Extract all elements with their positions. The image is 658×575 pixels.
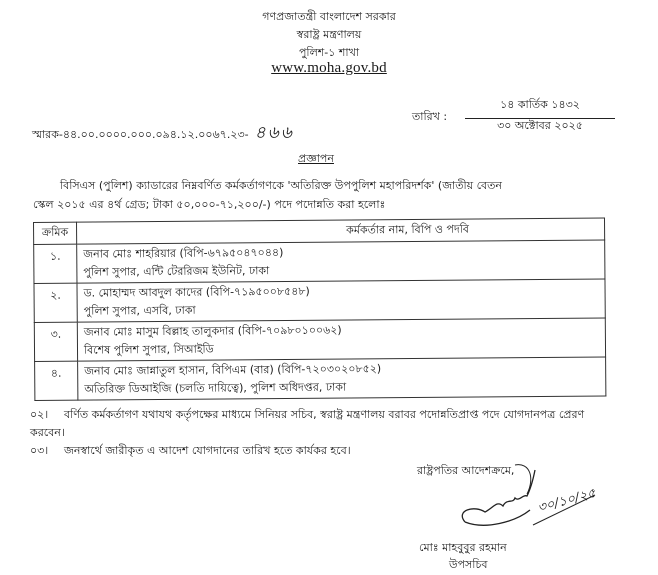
memo-reference — [32, 120, 294, 148]
date-bangla: ১৪ কার্তিক ১৪৩২ — [465, 96, 615, 119]
ministry-name: স্বরাষ্ট্র মন্ত্রণালয় — [296, 28, 362, 41]
table-row — [35, 357, 606, 400]
row-serial: ২. — [34, 283, 77, 322]
row-serial: ৪. — [35, 361, 78, 400]
memo-label: স্মারক-৪৪.০০.০০০০.০০০.০৯৪.১২.০০৬৭.২৩- — [32, 128, 249, 141]
note-number: ০২। — [30, 408, 49, 421]
officer-name: জনাব মোঃ শাহরিয়ার (বিপি-৬৭৯৫০৪৭০৪৪) — [83, 246, 284, 261]
handwritten-signature-icon — [455, 460, 605, 540]
branch-name: পুলিশ-১ শাখা — [298, 46, 360, 59]
note-02 — [30, 406, 584, 425]
row-serial: ৩. — [34, 322, 77, 361]
signatory-designation: উপসচিব — [449, 558, 488, 571]
officer-designation: পুলিশ সুপার, এসবি, ঢাকা — [83, 303, 196, 318]
intro-line-2: স্কেল ২০১৫ এর ৪র্থ গ্রেড; টাকা ৫০,০০০-৭১,২০০/-) পদে পদোন্নতি করা হলোঃ — [33, 198, 386, 211]
row-info — [77, 318, 605, 361]
row-info — [77, 240, 605, 283]
officers-table — [33, 218, 606, 401]
header-serial: ক্রমিক — [34, 222, 77, 244]
officer-designation: বিশেষ পুলিশ সুপার, সিআইডি — [83, 342, 214, 357]
document-title: প্রজ্ঞাপন — [298, 152, 334, 165]
note-text: বর্ণিত কর্মকর্তাগণ যথাযথ কর্তৃপক্ষের মাধ্যমে সিনিয়র সচিব, স্বরাষ্ট্র মন্ত্রণালয় বরাবর পদোন্নতিপ্রাপ্ত পদে যোগদানপত্র প্রেরণ — [64, 408, 585, 421]
signatory-name: মোঃ মাহবুবুর রহমান — [419, 541, 507, 554]
website-link[interactable]: www.moha.gov.bd — [271, 60, 387, 76]
note-text: জনস্বার্থে জারীকৃত এ আদেশ যোগদানের তারিখ হতে কার্যকর হবে। — [64, 444, 351, 457]
table-row — [34, 240, 605, 283]
officer-designation: অতিরিক্ত ডিআইজি (চলতি দায়িত্বে), পুলিশ অধিদপ্তর, ঢাকা — [84, 380, 347, 396]
memo-handwritten-number: ৪৬৬ — [254, 123, 294, 143]
officer-name: জনাব মোঃ মাসুম বিল্লাহ তালুকদার (বিপি-৭০৯৮০১০০৬২) — [83, 323, 342, 339]
signature-order-text: রাষ্ট্রপতির আদেশক্রমে, — [417, 464, 515, 477]
note-03 — [30, 442, 351, 461]
header-officer-info: কর্মকর্তার নাম, বিপি ও পদবি — [77, 218, 605, 244]
note-02-continued: করবেন। — [30, 426, 65, 439]
note-number: ০৩। — [30, 444, 49, 457]
row-serial: ১. — [34, 244, 77, 283]
date-english: ৩০ অক্টোবর ২০২৫ — [497, 119, 583, 132]
government-name: গণপ্রজাতন্ত্রী বাংলাদেশ সরকার — [262, 10, 396, 23]
row-info — [77, 279, 605, 322]
table-row — [34, 318, 605, 361]
row-info — [78, 357, 606, 400]
date-label: তারিখ : — [412, 110, 448, 123]
officer-name: ড. মোহাম্মদ আবদুল কাদের (বিপি-৭১৯৫০০৮৫৪৮) — [83, 284, 310, 300]
officer-name: জনাব মোঃ জান্নাতুল হাসান, বিপিএম (বার) (বিপি-৭২০৩০২০৮৫২) — [84, 362, 382, 378]
officer-designation: পুলিশ সুপার, এন্টি টেররিজম ইউনিট, ঢাকা — [83, 264, 270, 279]
svg-text:৩০/১০/২৫: ৩০/১০/২৫ — [536, 485, 598, 516]
table-row — [34, 279, 605, 322]
intro-line-1: বিসিএস (পুলিশ) ক্যাডারের নিম্নবর্ণিত কর্মকর্তাগণকে 'অতিরিক্ত উপপুলিশ মহাপরিদর্শক' (জাতীয় বেতন — [60, 179, 503, 192]
